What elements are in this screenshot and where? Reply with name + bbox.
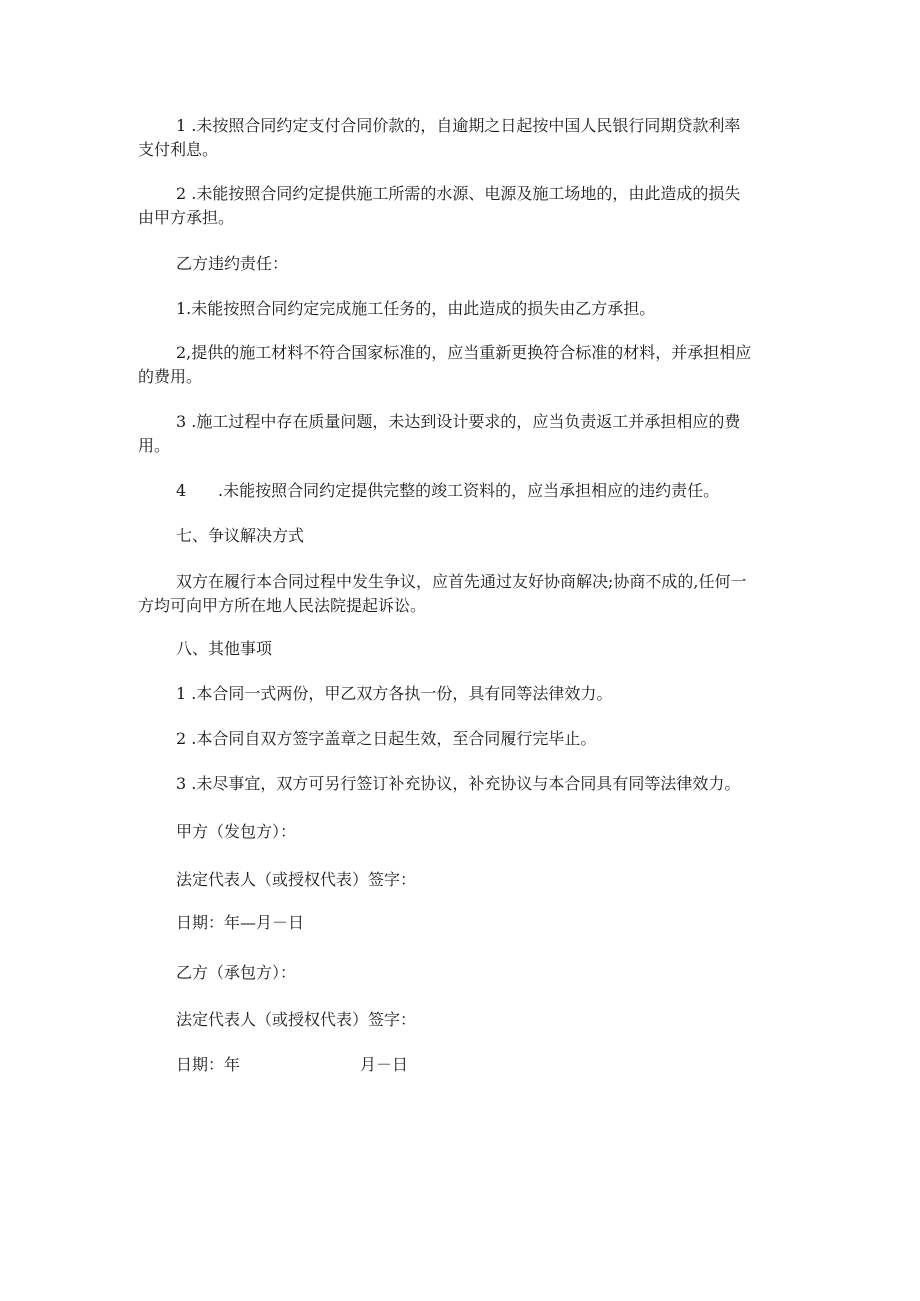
- clause-a2-line1: 2 .未能按照合同约定提供施工所需的水源、电源及施工场地的，由此造成的损失: [176, 184, 741, 203]
- clause-b3-line2: 用。: [138, 436, 171, 455]
- clause-b4: [138, 479, 788, 503]
- party-b-liability-heading: 乙方违约责任：: [176, 254, 289, 273]
- party-a-label: 甲方（发包方）：: [176, 822, 297, 841]
- misc-clause-2: 2 .本合同自双方签字盖章之日起生效，至合同履行完毕止。: [176, 729, 597, 748]
- clause-b1: 1.未能按照合同约定完成施工任务的，由此造成的损失由乙方承担。: [176, 299, 656, 318]
- clause-a2-line2: 由甲方承担。: [138, 208, 235, 227]
- clause-b2-line1: 2,提供的施工材料不符合国家标准的，应当重新更换符合标准的材料，并承担相应: [176, 343, 752, 362]
- party-a-date: 日期：年—月－日: [176, 913, 305, 932]
- dispute-resolution-text: [138, 570, 788, 618]
- party-b-date-month-day: 月－日: [360, 1055, 409, 1074]
- party-b-label: 乙方（承包方）：: [176, 963, 297, 982]
- clause-b4-number: 4: [176, 481, 187, 500]
- misc-clause-1: 1 .本合同一式两份，甲乙双方各执一份，具有同等法律效力。: [176, 684, 613, 703]
- clause-a1-line2: 支付利息。: [138, 140, 219, 159]
- clause-b3: [138, 410, 788, 458]
- clause-b3-line1: 3 .施工过程中存在质量问题，未达到设计要求的，应当负责返工并承担相应的费: [176, 412, 741, 431]
- clause-b4-text: .未能按照合同约定提供完整的竣工资料的，应当承担相应的违约责任。: [218, 481, 720, 500]
- clause-b2-line2: 的费用。: [138, 367, 203, 386]
- party-b-signature-line: 法定代表人（或授权代表）签字：: [176, 1010, 417, 1029]
- misc-clause-3: 3 .未尽事宜，双方可另行签订补充协议，补充协议与本合同具有同等法律效力。: [176, 774, 741, 793]
- clause-b2: [138, 341, 788, 389]
- section-8-heading: 八、其他事项: [176, 639, 273, 658]
- dispute-line2: 方均可向甲方所在地人民法院提起诉讼。: [138, 596, 427, 615]
- clause-a1: [138, 114, 788, 162]
- section-7-heading: 七、争议解决方式: [176, 526, 305, 545]
- party-b-date: [138, 1053, 788, 1077]
- clause-a2: [138, 182, 788, 230]
- dispute-line1: 双方在履行本合同过程中发生争议，应首先通过友好协商解决;协商不成的,任何一: [176, 572, 747, 591]
- party-a-signature-line: 法定代表人（或授权代表）签字：: [176, 870, 417, 889]
- party-b-date-year: 日期：年: [176, 1055, 241, 1074]
- clause-a1-line1: 1 .未按照合同约定支付合同价款的，自逾期之日起按中国人民银行同期贷款利率: [176, 116, 741, 135]
